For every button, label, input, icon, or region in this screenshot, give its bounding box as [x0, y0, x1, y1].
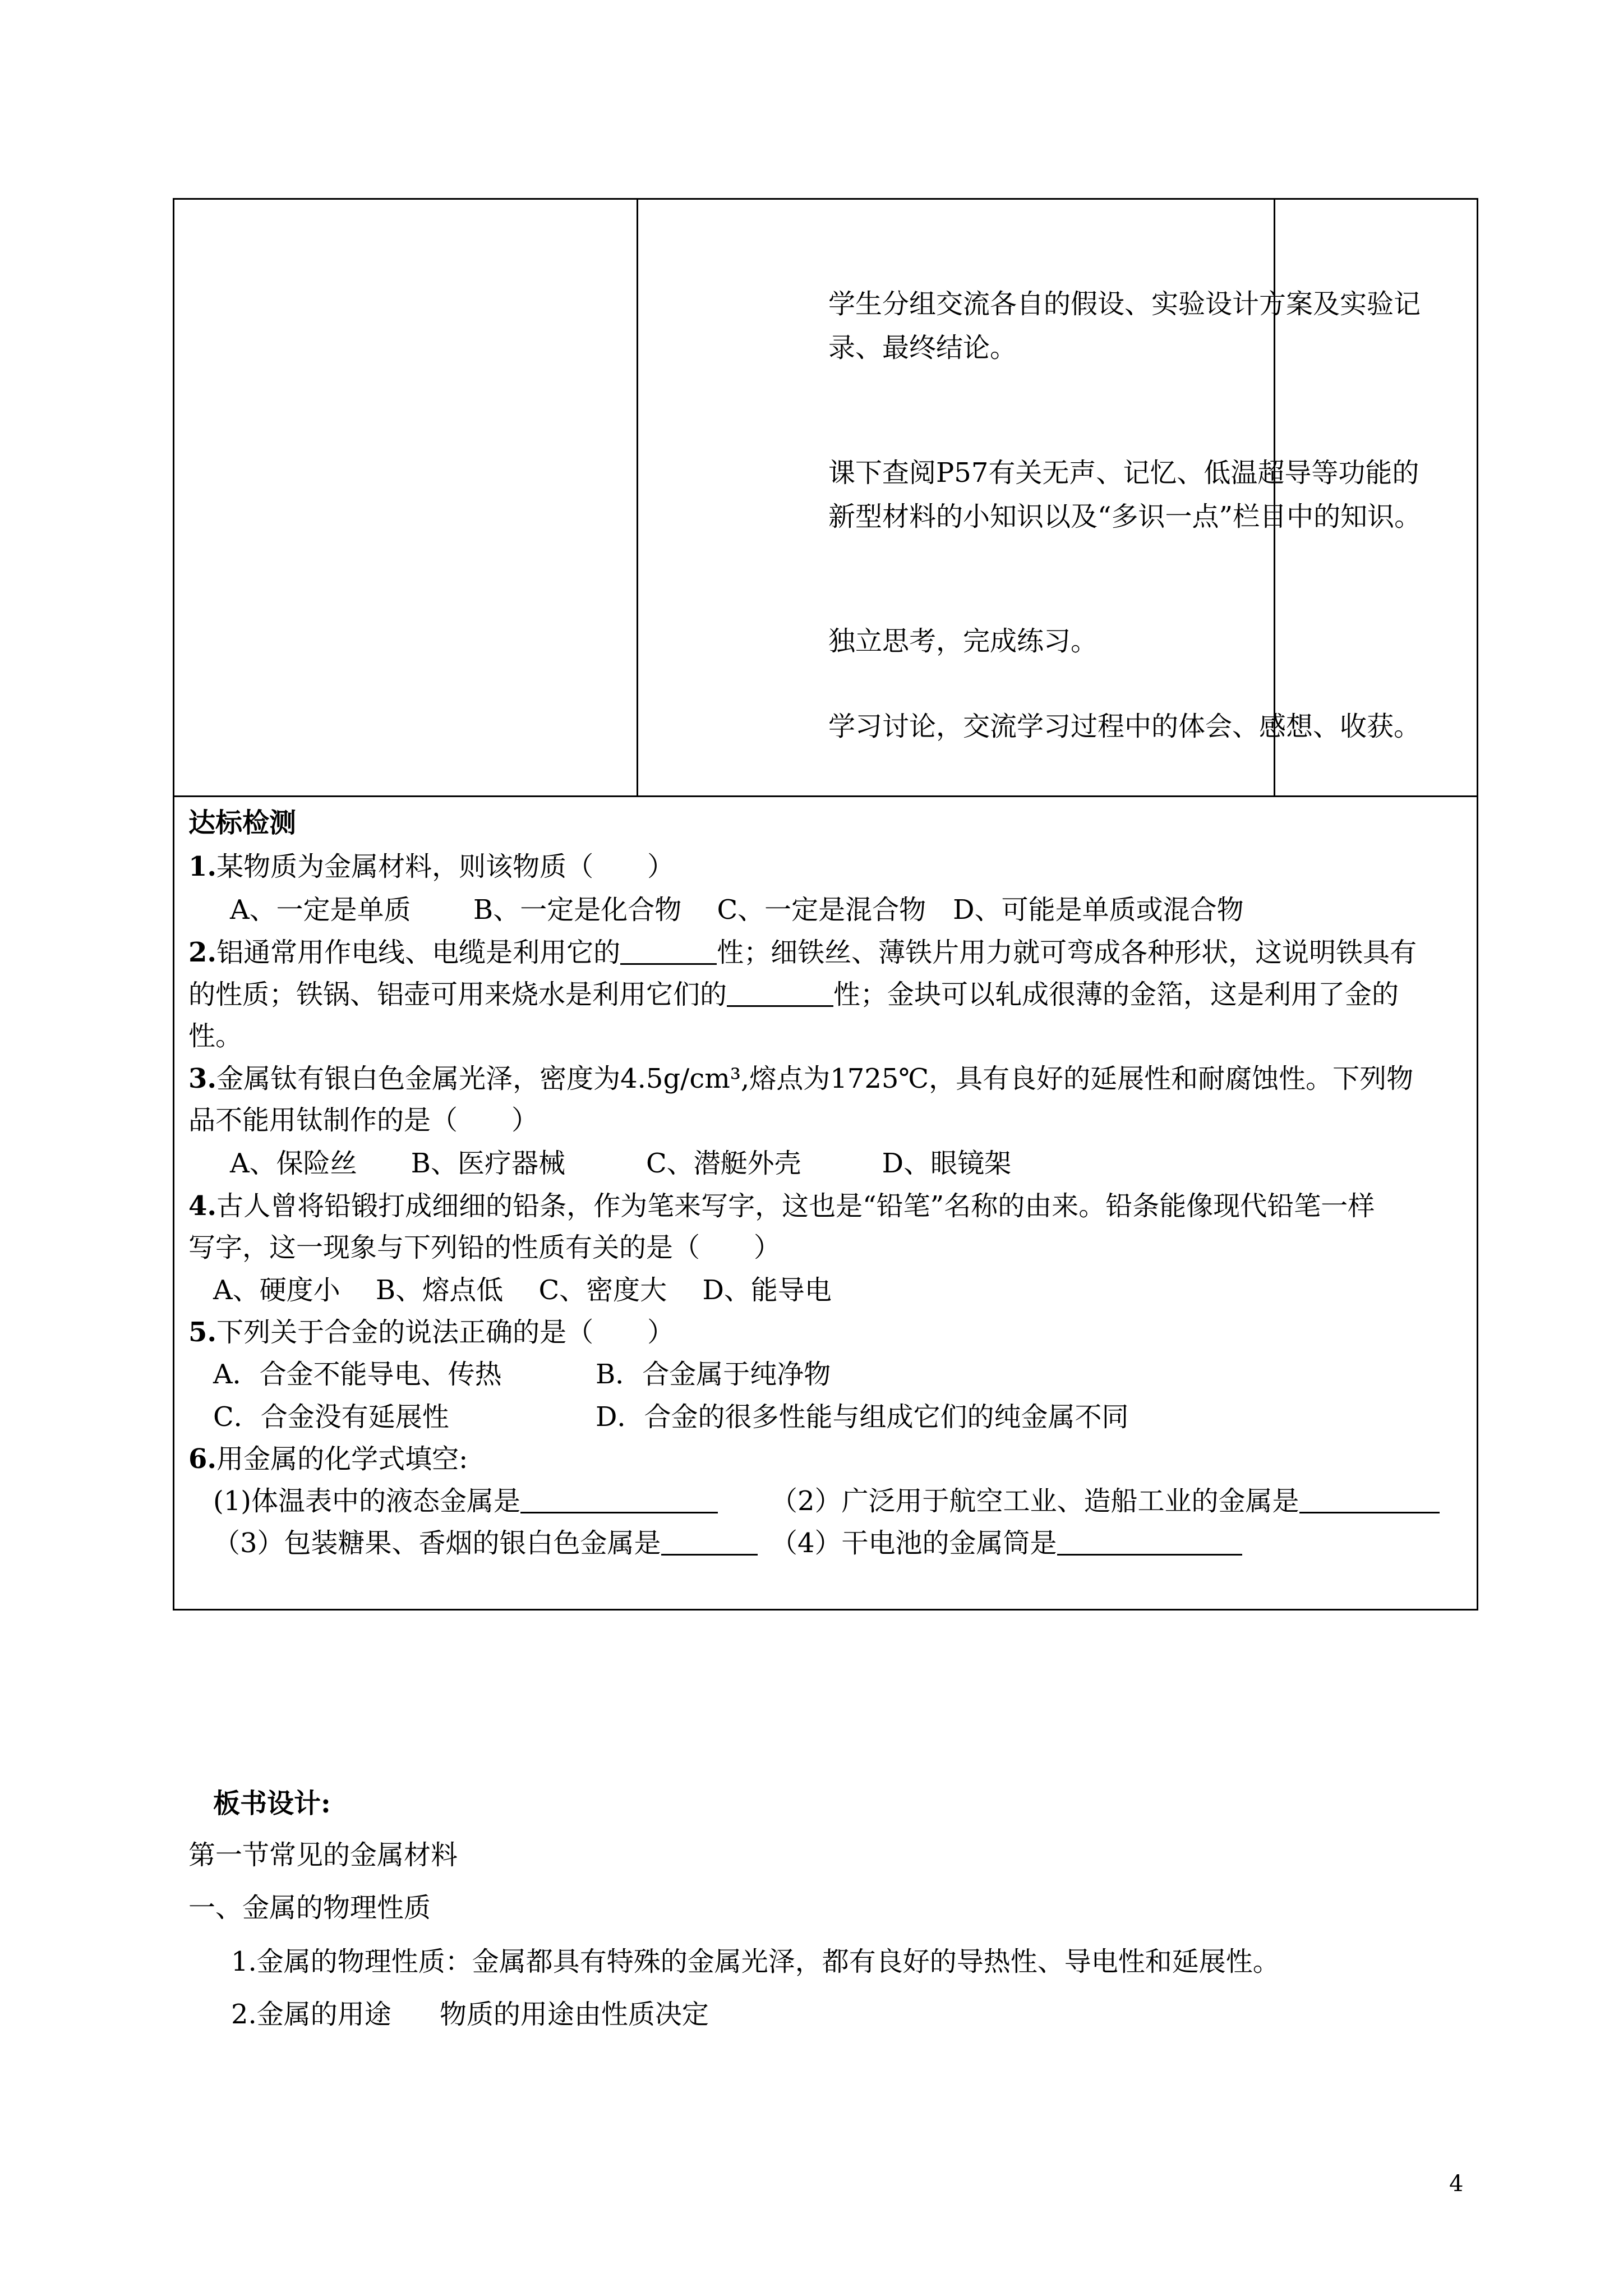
- question-3-options: A、保险丝 B、医疗器械 C、潜艇外壳 D、眼镜架: [230, 1148, 1012, 1179]
- question-3-line-2: 品不能用钛制作的是（ ）: [188, 1105, 539, 1136]
- column-divider-left: [637, 200, 638, 795]
- board-title: 板书设计:: [213, 1788, 331, 1819]
- question-5-option-b: B．合金属于纯净物: [596, 1359, 831, 1390]
- activity-text-3: 独立思考，完成练习。: [828, 625, 1098, 657]
- question-4-options: A、硬度小 B、熔点低 C、密度大 D、能导电: [213, 1274, 832, 1306]
- question-6-item-1: (1)体温表中的液态金属是: [213, 1479, 718, 1518]
- question-6-item-3: （3）包装糖果、香烟的银白色金属是: [213, 1521, 758, 1560]
- question-1: 1.某物质为金属材料，则该物质（ ）: [188, 851, 675, 882]
- question-6: 6.用金属的化学式填空:: [188, 1443, 468, 1475]
- question-4-line-2: 写字，这一现象与下列铅的性质有关的是（ ）: [188, 1232, 781, 1263]
- answer-blank[interactable]: [1299, 1484, 1440, 1513]
- question-4-line-1: 4.古人曾将铅锻打成细细的铅条，作为笔来写字，这也是“铅笔”名称的由来。铅条能像现代铅笔一样: [188, 1190, 1375, 1222]
- question-5-option-c: C．合金没有延展性: [213, 1401, 449, 1433]
- board-item-1: 1.金属的物理性质：金属都具有特殊的金属光泽，都有良好的导热性、导电性和延展性。: [231, 1946, 1280, 1977]
- assessment-heading: 达标检测: [188, 807, 297, 839]
- question-2-line-1: 2.铝通常用作电线、电缆是利用它的 性；细铁丝、薄铁片用力就可弯成各种形状，这说明铁具有: [188, 931, 1417, 969]
- question-5-option-d: D．合金的很多性能与组成它们的纯金属不同: [596, 1401, 1129, 1433]
- question-1-options: A、一定是单质 B、一定是化合物 C、一定是混合物 D、可能是单质或混合物: [230, 894, 1244, 926]
- question-2-line-2: 的性质；铁锅、铝壶可用来烧水是利用它们的 性；金块可以轧成很薄的金箔，这是利用了金的: [188, 973, 1399, 1011]
- question-5: 5.下列关于合金的说法正确的是（ ）: [188, 1317, 675, 1348]
- board-item-2: 2.金属的用途 物质的用途由性质决定: [231, 1999, 709, 2030]
- question-6-item-2: （2）广泛用于航空工业、造船工业的金属是: [771, 1479, 1440, 1518]
- page-number: 4: [1449, 2171, 1464, 2197]
- question-6-item-4: （4）干电池的金属筒是: [771, 1521, 1242, 1560]
- activity-text-4: 学习讨论，交流学习过程中的体会、感想、收获。: [828, 711, 1421, 742]
- answer-blank[interactable]: [1057, 1526, 1242, 1556]
- answer-blank[interactable]: [727, 977, 833, 1007]
- answer-blank[interactable]: [661, 1526, 758, 1556]
- answer-blank[interactable]: [520, 1484, 718, 1513]
- question-2-line-3: 性。: [188, 1020, 243, 1052]
- activity-text-2: 课下查阅P57有关无声、记忆、低温超导等功能的新型材料的小知识以及“多识一点”栏目中的知识。: [828, 457, 1422, 532]
- question-3-line-1: 3.金属钛有银白色金属光泽，密度为4.5g/cm³,熔点为1725℃，具有良好的延展性和耐腐蚀性。下列物: [188, 1063, 1414, 1094]
- board-section: 第一节常见的金属材料: [188, 1839, 458, 1871]
- answer-blank[interactable]: [620, 935, 717, 965]
- board-part-1: 一、金属的物理性质: [188, 1892, 431, 1924]
- activity-text-1: 学生分组交流各自的假设、实验设计方案及实验记录、最终结论。: [828, 288, 1421, 364]
- question-5-option-a: A．合金不能导电、传热: [213, 1359, 502, 1390]
- lesson-table: [173, 198, 1478, 797]
